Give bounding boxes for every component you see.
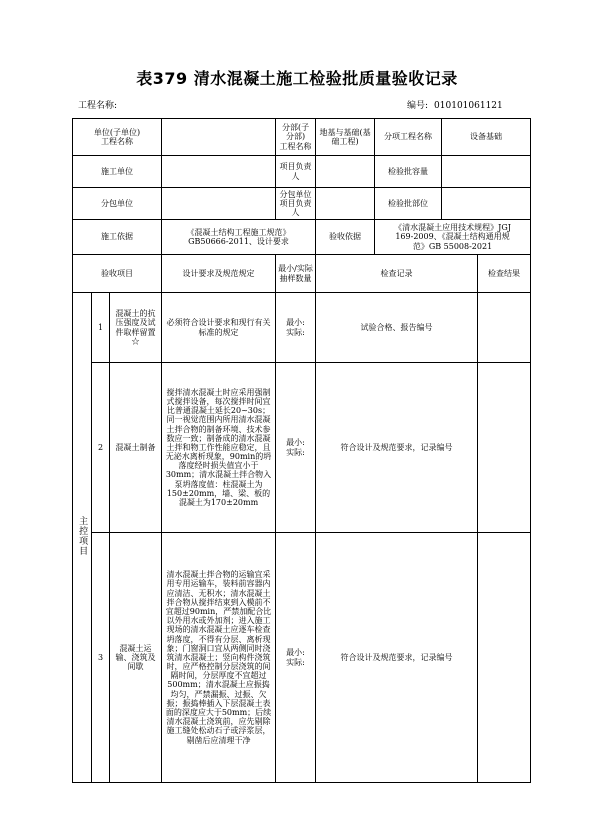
row-item: 混凝土制备 [110, 363, 162, 533]
info-row-basis [73, 220, 531, 255]
unit-label-text: 单位(子单位) 工程名称 [93, 127, 141, 146]
row-item: 混凝土运输、浇筑及间歇 [110, 533, 162, 783]
batch-capacity-value[interactable] [442, 156, 531, 188]
construction-unit-label: 施工单位 [73, 156, 162, 188]
row-sample: 最小: 实际: [276, 363, 316, 533]
col-sample-header: 最小/实际 抽样数量 [276, 255, 316, 293]
subitem-value: 设备基础 [442, 119, 531, 156]
row-record: 符合设计及规范要求，记录编号 [316, 533, 478, 783]
group-label-cell [73, 293, 92, 783]
row-result[interactable] [478, 293, 531, 363]
row-result[interactable] [478, 533, 531, 783]
table-row [73, 533, 531, 783]
project-lead-value[interactable] [316, 156, 375, 188]
col-record-header: 检查记录 [316, 255, 478, 293]
basis-label: 施工依据 [73, 220, 162, 255]
serial-number [401, 98, 503, 111]
subcontract-lead-value[interactable] [316, 188, 375, 220]
table-row [73, 363, 531, 533]
unit-label [73, 119, 162, 156]
unit-value[interactable] [162, 119, 276, 156]
row-number: 2 [92, 363, 110, 533]
row-requirement: 必须符合设计要求和现行有关标准的规定 [162, 293, 276, 363]
table-row [73, 293, 531, 363]
row-item: 混凝土的抗压强度及试件取样留置☆ [110, 293, 162, 363]
column-header-row [73, 255, 531, 293]
group-label: 主控项目 [77, 516, 88, 557]
project-name-label: 工程名称: [78, 101, 118, 111]
row-record: 符合设计及规范要求，记录编号 [316, 363, 478, 533]
col-item-header: 验收项目 [73, 255, 162, 293]
batch-capacity-label: 检验批容量 [375, 156, 442, 188]
inspection-form-table [72, 118, 531, 783]
row-number: 1 [92, 293, 110, 363]
subitem-label: 分项工程名称 [375, 119, 442, 156]
row-number: 3 [92, 533, 110, 783]
division-label: 分部(子分部) 工程名称 [276, 119, 316, 156]
construction-unit-value[interactable] [162, 156, 276, 188]
batch-location-label: 检验批部位 [375, 188, 442, 220]
serial-value: 010101061121 [434, 101, 503, 111]
subcontract-lead-label: 分包单位 项目负责人 [276, 188, 316, 220]
serial-label: 编号: [407, 101, 429, 111]
col-result-header: 检查结果 [478, 255, 531, 293]
basis-value: 《混凝土结构工程施工规范》 GB50666-2011、设计要求 [162, 220, 316, 255]
info-row-construction [73, 156, 531, 188]
acceptance-basis-label: 验收依据 [316, 220, 375, 255]
row-result[interactable] [478, 363, 531, 533]
col-requirement-header: 设计要求及规范规定 [162, 255, 276, 293]
division-value: 地基与基础(基 础工程) [316, 119, 375, 156]
project-lead-label: 项目负责人 [276, 156, 316, 188]
page-title: 表379 清水混凝土施工检验批质量验收记录 [136, 69, 458, 88]
info-row-subcontract [73, 188, 531, 220]
row-requirement: 清水混凝土拌合物的运输宜采用专用运输车，装料前容器内应清洁、无积水；清水混凝土拌合物从搅拌结束到入模前不宜超过90min，严禁加配合比以外用水或外加剂；进入施工现场的清水混凝土应逐车检查坍落度，不得有分层、离析现象；门窗洞口宜从两侧同时浇筑清水混凝土；竖向构件浇筑时，应严格控制分层浇筑的间隔时间，分层厚度不宜超过500mm；清水混凝土应振捣均匀，严禁漏振、过振、欠振；振捣棒插入下层混凝土表面的深度应大于50mm；后续清水混凝土浇筑前，应先剔除施工缝处松动石子或浮浆层，剔凿后应清理干净 [162, 533, 276, 783]
row-sample: 最小: 实际: [276, 533, 316, 783]
row-requirement: 搅拌清水混凝土时应采用强制式搅拌设备，每次搅拌时间宜比普通混凝土延长20~30s；同一视觉范围内所用清水混凝土拌合物的制备环境、技术参数应一致；制备成的清水混凝土拌和物工作性能应稳定，且无泌水离析现象，90min的坍落度经时损失值宜小于30mm；清水混凝土拌合物入泵坍落度值：柱混凝土为150±20mm，墙、梁、板的混凝土为170±20mm [162, 363, 276, 533]
subcontract-unit-label: 分包单位 [73, 188, 162, 220]
row-record: 试验合格、报告编号 [316, 293, 478, 363]
batch-location-value[interactable] [442, 188, 531, 220]
acceptance-basis-value: 《清水混凝土应用技术规程》JGJ 169-2009、《混凝土结构通用规 范》GB 55008-2021 [375, 220, 531, 255]
row-sample: 最小: 实际: [276, 293, 316, 363]
subcontract-unit-value[interactable] [162, 188, 276, 220]
info-row-unit [73, 119, 531, 156]
